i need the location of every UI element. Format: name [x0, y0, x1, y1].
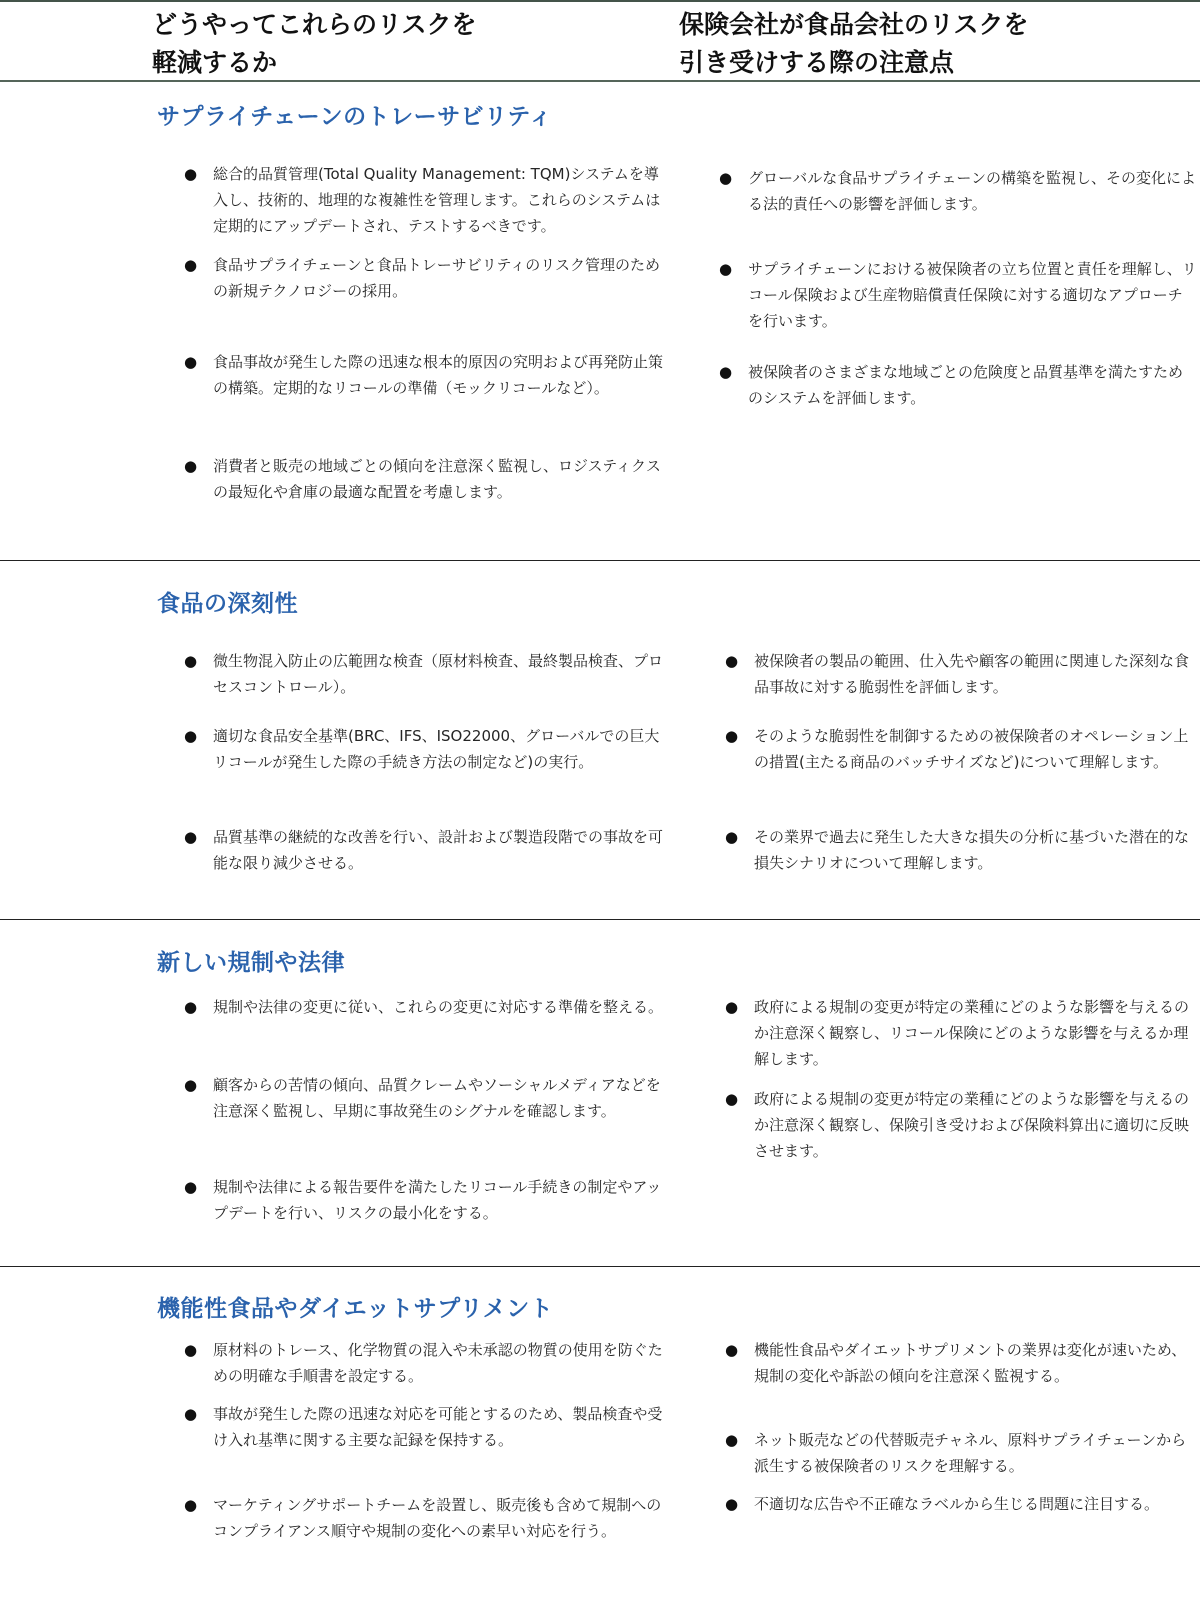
header-insurer-title: 保険会社が食品会社のリスクを 引き受けする際の注意点: [679, 10, 1029, 77]
list-item: [184, 252, 673, 304]
bullet-icon: ●: [725, 1090, 739, 1108]
list-item-text: 事故が発生した際の迅速な対応を可能とするのため、製品検査や受け入れ基準に関する主要な記録を保持する。: [213, 1405, 663, 1449]
bullet-icon: ●: [725, 828, 739, 846]
bullet-icon: ●: [184, 1405, 198, 1423]
bullet-icon: ●: [184, 457, 198, 475]
list-item: [725, 1491, 1197, 1517]
list-item-text: 規制や法律の変更に従い、これらの変更に対応する準備を整える。: [213, 998, 664, 1016]
bullet-icon: ●: [184, 256, 198, 274]
bullet-icon: ●: [184, 1341, 198, 1359]
bullet-icon: ●: [725, 1495, 739, 1513]
list-item-text: 被保険者のさまざまな地域ごとの危険度と品質基準を満たすためのシステムを評価します。: [748, 363, 1184, 407]
list-item: [719, 256, 1197, 334]
list-item-text: 消費者と販売の地域ごとの傾向を注意深く監視し、ロジスティクスの最短化や倉庫の最適な配置を考慮します。: [213, 457, 661, 501]
list-item: [719, 359, 1197, 411]
list-item-text: 政府による規制の変更が特定の業種にどのような影響を与えるのか注意深く観察し、保険引き受けおよび保険料算出に適切に反映させます。: [754, 1090, 1190, 1160]
section-title: 食品の深刻性: [157, 591, 298, 617]
bullet-icon: ●: [725, 727, 739, 745]
bullet-icon: ●: [184, 353, 198, 371]
list-item-text: ネット販売などの代替販売チャネル、原料サプライチェーンから派生する被保険者のリスクを理解する。: [754, 1431, 1187, 1475]
list-item-text: 被保険者の製品の範囲、仕入先や顧客の範囲に関連した深刻な食品事故に対する脆弱性を評価します。: [754, 652, 1190, 696]
list-item-text: 原材料のトレース、化学物質の混入や未承認の物質の使用を防ぐための明確な手順書を設定する。: [213, 1341, 663, 1385]
bullet-icon: ●: [184, 165, 198, 183]
list-item: [184, 648, 673, 700]
header-divider: [0, 80, 1200, 82]
page-header: [0, 2, 1200, 80]
section-divider: [0, 560, 1200, 561]
list-item-text: 総合的品質管理(Total Quality Management: TQM)システムを導入し、技術的、地理的な複雑性を管理します。これらのシステムは定期的にアップデートされ、テストするべきです。: [213, 165, 661, 235]
list-item-text: 食品事故が発生した際の迅速な根本的原因の究明および再発防止策の構築。定期的なリコールの準備（モックリコールなど）。: [213, 353, 664, 397]
bullet-icon: ●: [184, 727, 198, 745]
list-item-text: グローバルな食品サプライチェーンの構築を監視し、その変化による法的責任への影響を評価します。: [748, 169, 1197, 213]
section-divider: [0, 1266, 1200, 1267]
section-divider: [0, 919, 1200, 920]
list-item: [725, 723, 1197, 775]
list-item: [184, 824, 673, 876]
list-item: [184, 723, 673, 775]
list-item-text: 顧客からの苦情の傾向、品質クレームやソーシャルメディアなどを注意深く監視し、早期に事故発生のシグナルを確認します。: [213, 1076, 661, 1120]
bullet-icon: ●: [725, 998, 739, 1016]
list-item: [725, 1427, 1197, 1479]
list-item: [184, 1492, 673, 1544]
list-item: [725, 1337, 1197, 1389]
list-item-text: 品質基準の継続的な改善を行い、設計および製造段階での事故を可能な限り減少させる。: [213, 828, 664, 872]
bullet-icon: ●: [719, 169, 733, 187]
list-item: [184, 1401, 673, 1453]
bullet-icon: ●: [184, 652, 198, 670]
list-item-text: 規制や法律による報告要件を満たしたリコール手続きの制定やアップデートを行い、リスクの最小化をする。: [213, 1178, 662, 1222]
list-item: [184, 1337, 673, 1389]
list-item-text: 微生物混入防止の広範囲な検査（原材料検査、最終製品検査、プロセスコントロール）。: [213, 652, 664, 696]
list-item: [184, 1174, 673, 1226]
list-item-text: そのような脆弱性を制御するための被保険者のオペレーション上の措置(主たる商品のバッチサイズなど)について理解します。: [754, 727, 1189, 771]
bullet-icon: ●: [719, 363, 733, 381]
bullet-icon: ●: [184, 828, 198, 846]
list-item-text: 適切な食品安全基準(BRC、IFS、ISO22000、グローバルでの巨大リコールが発生した際の手続き方法の制定など)の実行。: [213, 727, 660, 771]
bullet-icon: ●: [184, 1496, 198, 1514]
list-item: [725, 648, 1197, 700]
header-mitigation-title: どうやってこれらのリスクを 軽減するか: [152, 10, 477, 77]
section-title: サプライチェーンのトレーサビリティ: [157, 104, 553, 130]
list-item: [184, 453, 673, 505]
list-item-text: 機能性食品やダイエットサプリメントの業界は変化が速いため、規制の変化や訴訟の傾向を注意深く監視する。: [754, 1341, 1187, 1385]
bullet-icon: ●: [184, 998, 198, 1016]
list-item-text: 食品サプライチェーンと食品トレーサビリティのリスク管理のための新規テクノロジーの採用。: [213, 256, 661, 300]
list-item-text: マーケティングサポートチームを設置し、販売後も含めて規制へのコンプライアンス順守や規制の変化への素早い対応を行う。: [213, 1496, 662, 1540]
list-item: [725, 1086, 1197, 1164]
list-item: [184, 161, 673, 239]
bullet-icon: ●: [725, 1341, 739, 1359]
bullet-icon: ●: [719, 260, 733, 278]
bullet-icon: ●: [725, 652, 739, 670]
section-title: 新しい規制や法律: [157, 950, 345, 976]
list-item: [184, 349, 673, 401]
list-item: [184, 994, 673, 1020]
bullet-icon: ●: [725, 1431, 739, 1449]
list-item-text: その業界で過去に発生した大きな損失の分析に基づいた潜在的な損失シナリオについて理解します。: [754, 828, 1190, 872]
list-item-text: 不適切な広告や不正確なラベルから生じる問題に注目する。: [754, 1495, 1160, 1513]
list-item: [725, 824, 1197, 876]
list-item-text: サプライチェーンにおける被保険者の立ち位置と責任を理解し、リコール保険および生産物賠償責任保険に対する適切なアプローチを行います。: [748, 260, 1197, 330]
section-title: 機能性食品やダイエットサプリメント: [157, 1296, 554, 1322]
list-item: [725, 994, 1197, 1072]
bullet-icon: ●: [184, 1076, 198, 1094]
list-item-text: 政府による規制の変更が特定の業種にどのような影響を与えるのか注意深く観察し、リコール保険にどのような影響を与えるか理解します。: [754, 998, 1190, 1068]
list-item: [184, 1072, 673, 1124]
list-item: [719, 165, 1197, 217]
bullet-icon: ●: [184, 1178, 198, 1196]
